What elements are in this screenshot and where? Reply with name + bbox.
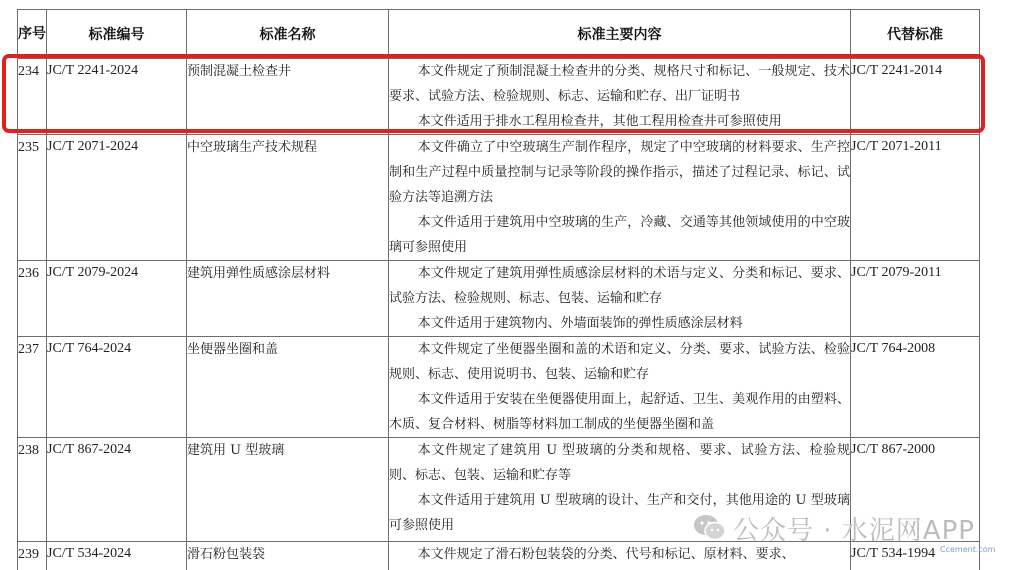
row-serial-number: 239 — [18, 542, 47, 570]
table-row — [18, 261, 980, 337]
header-main-content: 标准主要内容 — [389, 10, 851, 59]
row-serial-number: 236 — [18, 261, 47, 337]
row-replaced-standard: JC/T 2241-2014 — [851, 59, 980, 135]
row-main-content — [389, 135, 851, 261]
row-main-content — [389, 59, 851, 135]
header-standard-name: 标准名称 — [187, 10, 389, 59]
row-replaced-standard: JC/T 764-2008 — [851, 337, 980, 438]
row-standard-name: 坐便器坐圈和盖 — [187, 337, 389, 438]
header-standard-code: 标准编号 — [47, 10, 187, 59]
table-header-row — [18, 10, 980, 59]
table-row — [18, 337, 980, 438]
content-paragraph: 本文件规定了预制混凝土检查井的分类、规格尺寸和标记、一般规定、技术要求、试验方法、检验规则、标志、运输和贮存、出厂证明书 — [389, 64, 850, 104]
row-standard-code: JC/T 764-2024 — [47, 337, 187, 438]
content-paragraph: 本文件规定了建筑用弹性质感涂层材料的术语与定义、分类和标记、要求、试验方法、检验规则、标志、包装、运输和贮存 — [389, 266, 850, 306]
content-paragraph: 本文件规定了滑石粉包装袋的分类、代号和标记、原材料、要求、 — [417, 547, 795, 562]
content-paragraph: 本文件适用于安装在坐便器使用面上，起舒适、卫生、美观作用的由塑料、木质、复合材料、树脂等材料加工制成的坐便器坐圈和盖 — [389, 392, 850, 432]
header-replaced-standard: 代替标准 — [851, 10, 980, 59]
row-main-content — [389, 261, 851, 337]
content-paragraph: 本文件规定了坐便器坐圈和盖的术语和定义、分类、要求、试验方法、检验规则、标志、使用说明书、包装、运输和贮存 — [389, 342, 850, 382]
content-paragraph: 本文件规定了建筑用 U 型玻璃的分类和规格、要求、试验方法、检验规则、标志、包装、运输和贮存等 — [389, 443, 850, 483]
row-serial-number: 235 — [18, 135, 47, 261]
row-standard-code: JC/T 2241-2024 — [47, 59, 187, 135]
table-row — [18, 59, 980, 135]
row-main-content — [389, 337, 851, 438]
content-paragraph: 本文件适用于建筑用中空玻璃的生产，冷藏、交通等其他领域使用的中空玻璃可参照使用 — [389, 215, 850, 255]
row-replaced-standard: JC/T 2071-2011 — [851, 135, 980, 261]
row-serial-number: 238 — [18, 438, 47, 542]
row-standard-code: JC/T 534-2024 — [47, 542, 187, 570]
row-standard-name: 建筑用 U 型玻璃 — [187, 438, 389, 542]
row-standard-code: JC/T 867-2024 — [47, 438, 187, 542]
row-standard-code: JC/T 2079-2024 — [47, 261, 187, 337]
watermark-corner-logo: Ccement.com — [940, 545, 996, 554]
row-serial-number: 234 — [18, 59, 47, 135]
row-serial-number: 237 — [18, 337, 47, 438]
wechat-icon — [693, 514, 727, 542]
row-replaced-standard: JC/T 534-1994 — [851, 542, 980, 570]
watermark-text: 公众号 · 水泥网APP — [733, 515, 975, 546]
row-standard-name: 中空玻璃生产技术规程 — [187, 135, 389, 261]
standards-table — [17, 9, 980, 570]
content-paragraph: 本文件确立了中空玻璃生产制作程序，规定了中空玻璃的材料要求、生产控制和生产过程中质量控制与记录等阶段的操作指示，描述了过程记录、标记、试验方法等追溯方法 — [389, 140, 850, 205]
header-serial-number: 序号 — [18, 10, 47, 59]
content-paragraph: 本文件适用于建筑用 U 型玻璃的设计、生产和交付，其他用途的 U 型玻璃可参照使用 — [389, 493, 850, 533]
row-standard-code: JC/T 2071-2024 — [47, 135, 187, 261]
content-paragraph: 本文件适用于建筑物内、外墙面装饰的弹性质感涂层材料 — [417, 316, 743, 331]
row-replaced-standard: JC/T 2079-2011 — [851, 261, 980, 337]
row-standard-name: 建筑用弹性质感涂层材料 — [187, 261, 389, 337]
row-standard-name: 滑石粉包装袋 — [187, 542, 389, 570]
table-row — [18, 135, 980, 261]
row-standard-name: 预制混凝土检查井 — [187, 59, 389, 135]
row-replaced-standard: JC/T 867-2000 — [851, 438, 980, 542]
content-paragraph: 本文件适用于排水工程用检查井，其他工程用检查井可参照使用 — [417, 114, 782, 129]
watermark — [693, 508, 975, 548]
